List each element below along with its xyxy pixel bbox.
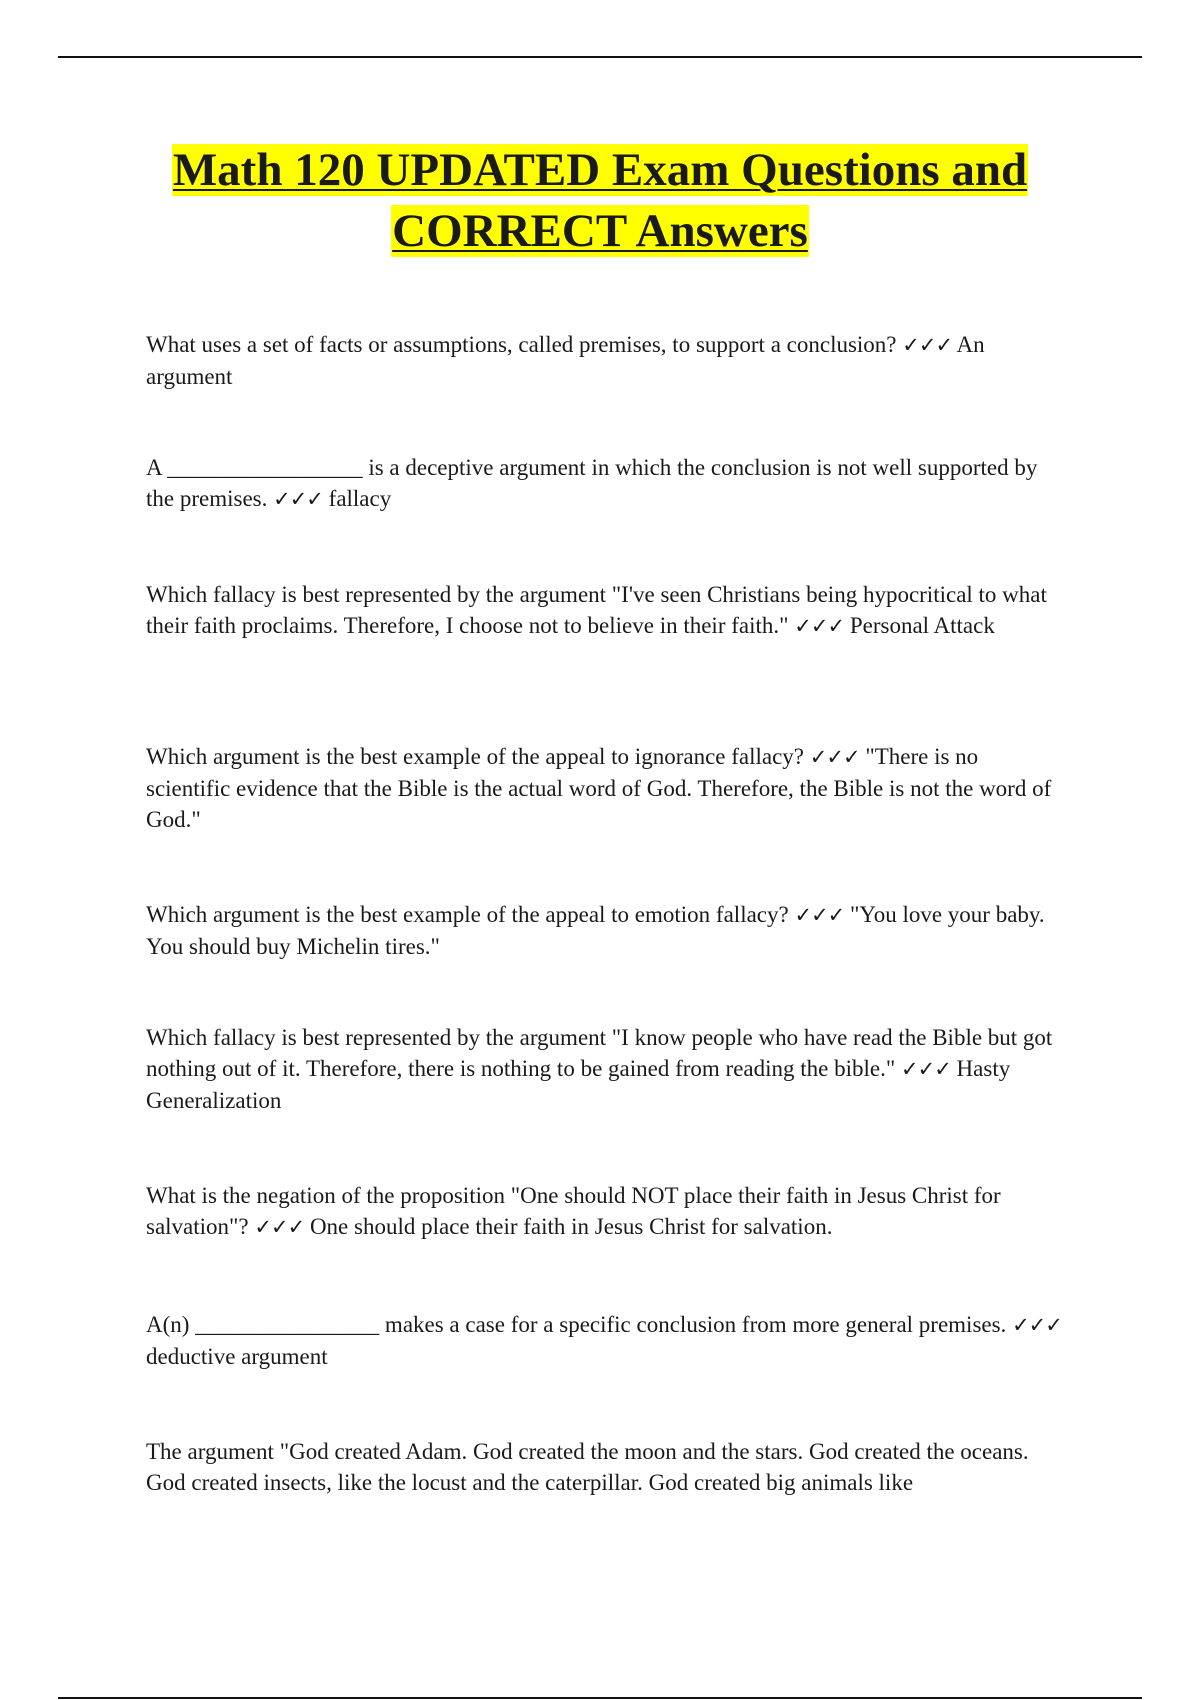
answer-text: "There is no scientific evidence that the Bible is the actual word of God. Therefore, the Bible is not the word of God." [146,744,1052,832]
qa-item-4 [146,741,1066,835]
question-text: Which fallacy is best represented by the argument "I've seen Christians being hypocritical to what their faith proclaims. Therefore, I choose not to believe in their faith." [146,582,1047,638]
check-marks-icon: ✓✓✓ [902,333,953,357]
question-text: Which fallacy is best represented by the argument "I know people who have read the Bible but got nothing out of it. Therefore, there is nothing to be gained from reading the bible." [146,1025,1053,1081]
answer-text: deductive argument [146,1344,328,1369]
question-text: What is the negation of the proposition "One should NOT place their faith in Jesus Christ for salvation"? [146,1183,1001,1239]
page-title [100,140,1100,262]
check-marks-icon: ✓✓✓ [809,745,860,769]
check-marks-icon: ✓✓✓ [254,1215,305,1239]
answer-text: An argument [146,332,985,389]
check-marks-icon: ✓✓✓ [901,1057,951,1081]
question-text: A(n) ________________ makes a case for a specific conclusion from more general premises. [146,1312,1007,1337]
question-text: What uses a set of facts or assumptions, called premises, to support a conclusion? [146,332,897,357]
question-text: A _________________ is a deceptive argument in which the conclusion is not well supported by the premises. [146,455,1038,511]
qa-item-7 [146,1180,1066,1243]
answer-text: "You love your baby. You should buy Michelin tires." [146,902,1045,959]
check-marks-icon: ✓✓✓ [1012,1313,1062,1337]
qa-item-2 [146,452,1066,515]
check-marks-icon: ✓✓✓ [273,487,323,511]
answer-text: One should place their faith in Jesus Christ for salvation. [309,1214,833,1239]
qa-item-8 [146,1309,1066,1372]
answer-text: Hasty Generalization [146,1056,1011,1113]
question-text: The argument "God created Adam. God created the moon and the stars. God created the oceans. God created insects, like the locust and the caterpillar. God created big animals like [146,1439,1029,1495]
qa-item-9 [146,1436,1066,1498]
top-rule [58,56,1142,58]
qa-item-1 [146,329,1066,392]
check-marks-icon: ✓✓✓ [794,903,845,927]
answer-text: fallacy [328,486,392,511]
answer-text: Personal Attack [849,613,995,638]
page-title-text: Math 120 UPDATED Exam Questions and CORRECT Answers [172,144,1028,257]
check-marks-icon: ✓✓✓ [794,614,845,638]
qa-item-3 [146,579,1066,642]
question-text: Which argument is the best example of the appeal to emotion fallacy? [146,902,789,927]
question-text: Which argument is the best example of the appeal to ignorance fallacy? [146,744,805,769]
qa-item-6 [146,1022,1066,1116]
qa-item-5 [146,899,1066,962]
bottom-rule [58,1697,1142,1699]
